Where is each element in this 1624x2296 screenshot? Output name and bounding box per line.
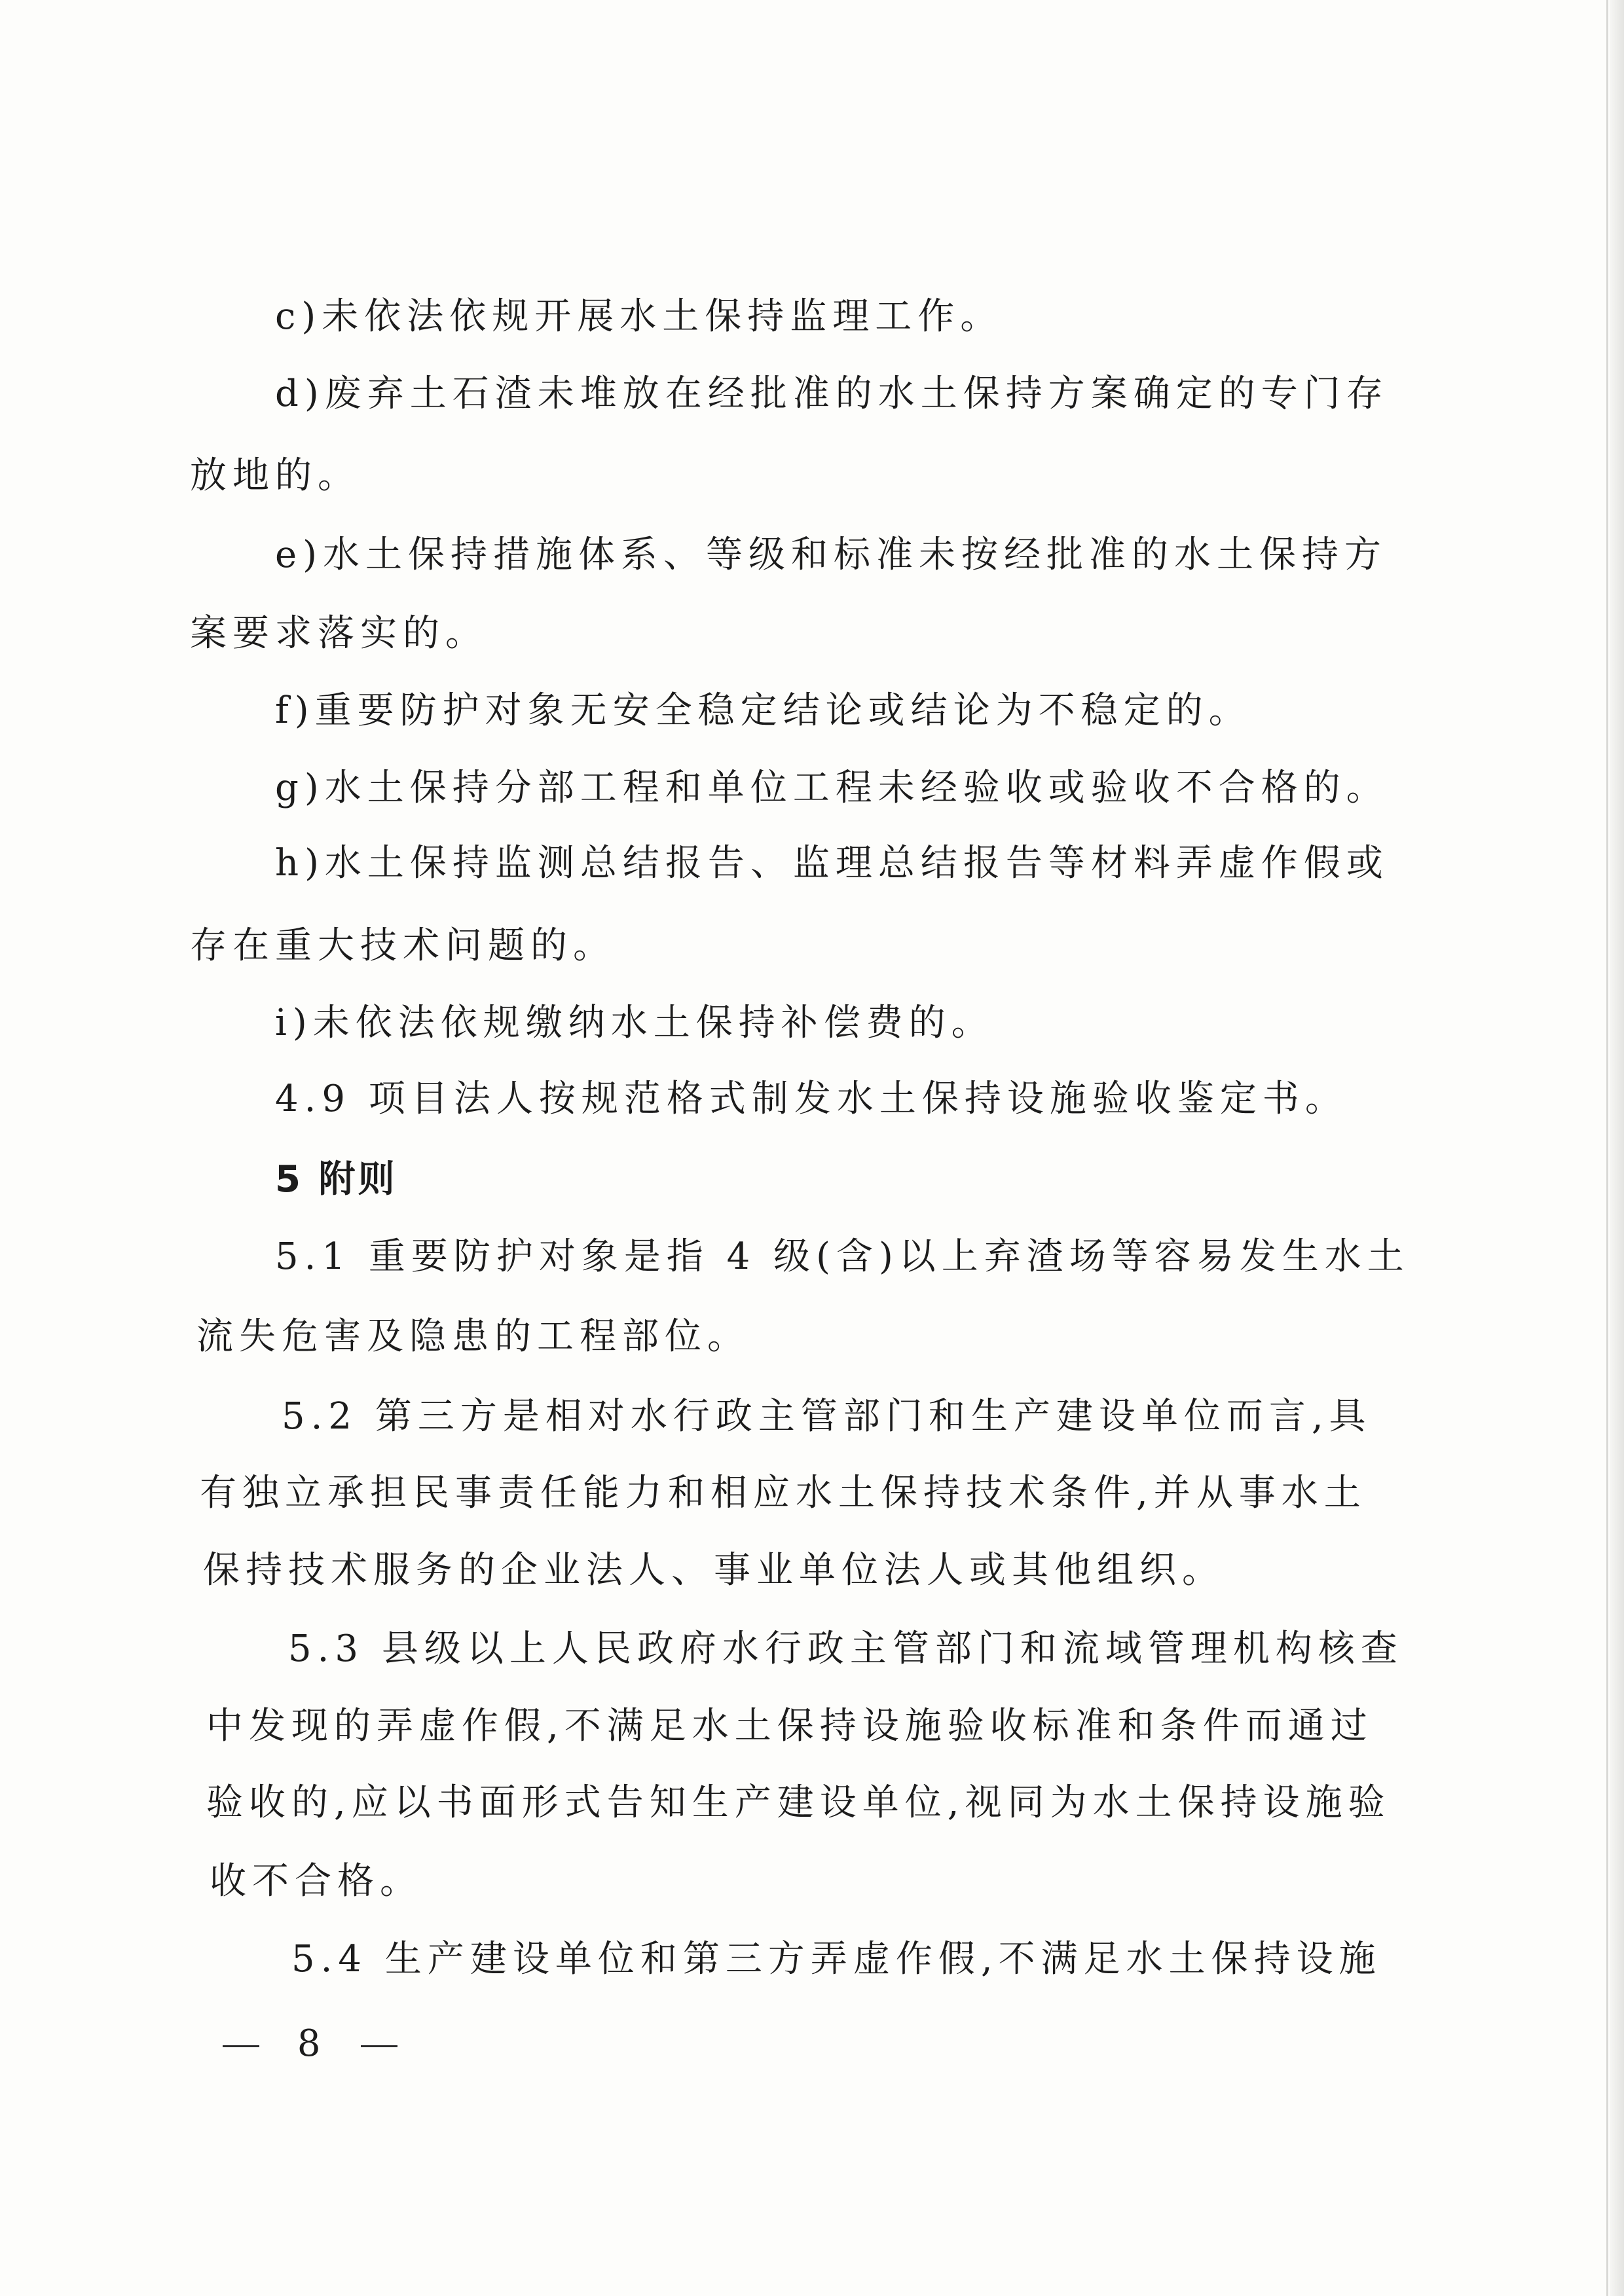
footer-dash-left [223,2045,259,2047]
clause-5-2-continued-1: 有独立承担民事责任能力和相应水土保持技术条件,并从事水土 [200,1472,1367,1514]
clause-5-1: 5.1 重要防护对象是指 4 级(含)以上弃渣场等容易发生水土 [275,1235,1410,1278]
clause-5-2-continued-2: 保持技术服务的企业法人、事业单位法人或其他组织。 [203,1549,1225,1592]
section-heading-5: 5 附则 [275,1158,397,1201]
clause-4-9: 4.9 项目法人按规范格式制发水土保持设施验收鉴定书。 [275,1078,1348,1120]
page-number: 8 [297,2022,323,2065]
clause-5-1-continued: 流失危害及隐患的工程部位。 [196,1315,750,1358]
text-line-g: g)水土保持分部工程和单位工程未经验收或验收不合格的。 [275,767,1389,809]
page-edge-shadow [1610,0,1624,2296]
text-line-c: c)未依法依规开展水土保持监理工作。 [275,295,1003,338]
text-line-i: i)未依法依规缴纳水土保持补偿费的。 [275,1002,994,1044]
text-line-d: d)废弃土石渣未堆放在经批准的水土保持方案确定的专门存 [275,373,1389,415]
text-line-d-continued: 放地的。 [190,454,360,497]
text-line-e-continued: 案要求落实的。 [190,612,488,655]
clause-5-2: 5.2 第三方是相对水行政主管部门和生产建设单位而言,具 [282,1395,1372,1438]
page-number-footer [223,2020,397,2068]
clause-5-3-continued-3: 收不合格。 [210,1860,422,1903]
text-line-h: h)水土保持监测总结报告、监理总结报告等材料弄虚作假或 [275,842,1389,884]
page-edge-line [1606,0,1608,2296]
text-line-h-continued: 存在重大技术问题的。 [190,924,616,967]
clause-5-3-continued-2: 验收的,应以书面形式告知生产建设单位,视同为水土保持设施验 [206,1781,1391,1824]
clause-5-3: 5.3 县级以上人民政府水行政主管部门和流域管理机构核查 [288,1628,1403,1670]
footer-dash-right [361,2045,397,2047]
text-line-f: f)重要防护对象无安全稳定结论或结论为不稳定的。 [275,689,1251,732]
clause-5-4: 5.4 生产建设单位和第三方弄虚作假,不满足水土保持设施 [291,1938,1382,1980]
clause-5-3-continued-1: 中发现的弄虚作假,不满足水土保持设施验收标准和条件而通过 [206,1705,1373,1747]
text-line-e: e)水土保持措施体系、等级和标准未按经批准的水土保持方 [275,534,1387,576]
